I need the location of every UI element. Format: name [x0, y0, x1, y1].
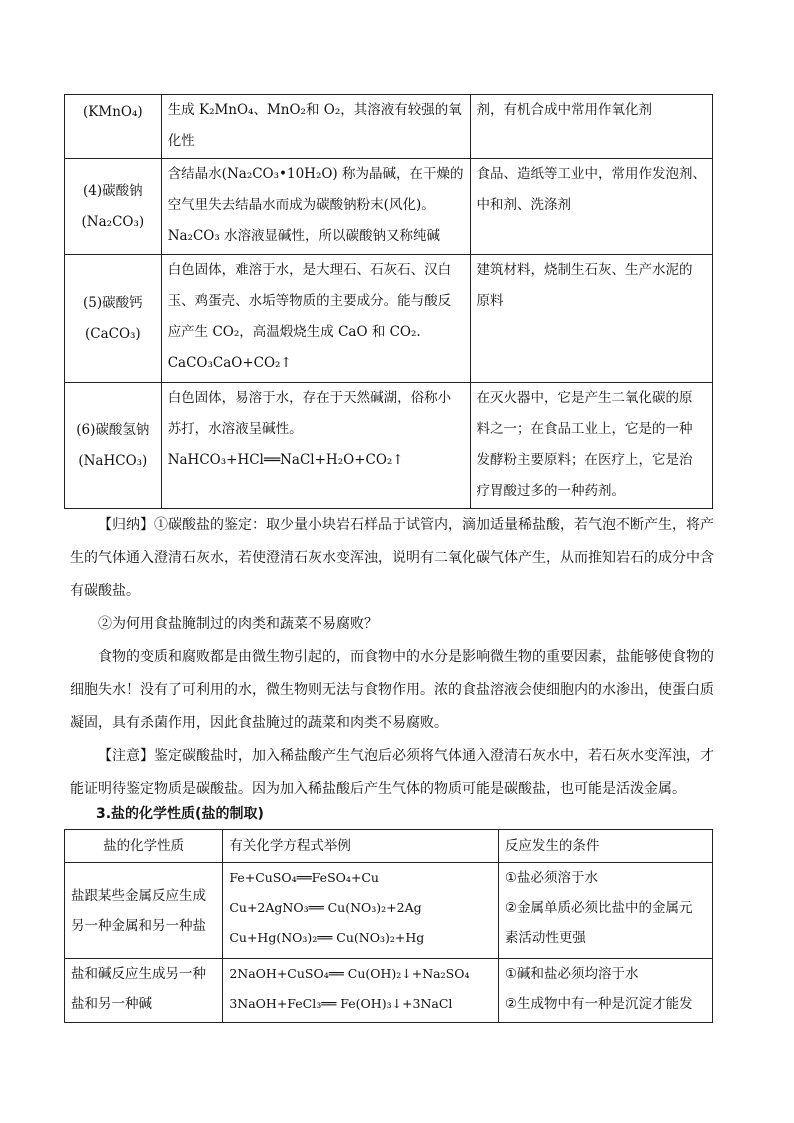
condition-cell [498, 959, 712, 1023]
table-row [65, 863, 713, 959]
table-header-row [65, 830, 713, 863]
header-cell: 反应发生的条件 [498, 830, 712, 863]
substance-name-cell [65, 159, 162, 255]
property-line: 含结晶水(Na₂CO₃•10H₂O) 称为晶碱，在干燥的 [167, 166, 464, 182]
use-line: 中和剂、洗涤剂 [476, 197, 571, 213]
table-row [65, 255, 713, 383]
table-row [65, 959, 713, 1023]
property-line: 另一种金属和另一种盐 [71, 917, 206, 934]
use-line: 发酵粉主要原料；在医疗上，它是治 [476, 452, 693, 468]
substance-name: (5)碳酸钙 [83, 294, 143, 311]
header-cell: 有关化学方程式举例 [223, 830, 499, 863]
property-line: CaCO₃CaO+CO₂↑ [167, 355, 292, 371]
property-line: 白色固体，难溶于水，是大理石、石灰石、汉白 [167, 262, 452, 278]
use-line: 在灭火器中，它是产生二氧化碳的原 [476, 390, 693, 406]
condition-line: ①盐必须溶于水 [504, 870, 598, 886]
use-cell [470, 95, 713, 159]
answer-paragraph: 食物的变质和腐败都是由微生物引起的，而食物中的水分是影响微生物的重要因素，盐能够使食物的细胞失水！没有了可利用的水，微生物则无法与食物作用。浓的食盐溶液会使细胞内的水渗出，使蛋白质凝固，具有杀菌作用，因此食盐腌过的蔬菜和肉类不易腐败。 [70, 649, 714, 731]
use-line: 原料 [476, 293, 504, 309]
equation-line: Cu+Hg(NO₃)₂══ Cu(NO₃)₂+Hg [229, 930, 425, 945]
use-cell [470, 159, 713, 255]
summary-paragraph: 【归纳】①碳酸盐的鉴定：取少量小块岩石样品于试管内，滴加适量稀盐酸，若气泡不断产生，将产生的气体通入澄清石灰水，若使澄清石灰水变浑浊，说明有二氧化碳气体产生，从而推知岩石的成分中含有碳酸盐。 [70, 517, 714, 599]
summary-section [70, 509, 726, 806]
property-line: 玉、鸡蛋壳、水垢等物质的主要成分。能与酸反 [167, 293, 452, 309]
property-cell [161, 95, 470, 159]
equation-cell [223, 959, 499, 1023]
condition-line: ①碱和盐必须均溶于水 [504, 966, 639, 982]
substance-name-cell [65, 255, 162, 383]
property-cell [65, 863, 223, 959]
equation-cell [223, 863, 499, 959]
property-cell [161, 255, 470, 383]
section-heading: 3.盐的化学性质(盐的制取) [96, 806, 264, 822]
substance-name-cell [65, 95, 162, 159]
carbonate-table [64, 94, 713, 509]
equation-line: Cu+2AgNO₃══ Cu(NO₃)₂+2Ag [229, 900, 422, 915]
substance-formula: (Na₂CO₃) [81, 213, 145, 230]
equation-line: Fe+CuSO₄══FeSO₄+Cu [229, 870, 379, 885]
condition-line: ②生成物中有一种是沉淀才能发 [504, 996, 693, 1012]
use-line: 疗胃酸过多的一种药剂。 [476, 483, 625, 499]
equation-line: 3NaOH+FeCl₃══ Fe(OH)₃↓+3NaCl [229, 996, 453, 1011]
property-line: 应产生 CO₂，高温煅烧生成 CaO 和 CO₂. [167, 324, 421, 340]
condition-line: ②金属单质必须比盐中的金属元 [504, 900, 693, 916]
substance-name-cell [65, 383, 162, 509]
use-cell [470, 255, 713, 383]
use-line: 剂，有机合成中常用作氧化剂 [476, 102, 652, 118]
property-line: 化性 [167, 133, 195, 149]
header-cell: 盐的化学性质 [65, 830, 223, 863]
property-cell [65, 959, 223, 1023]
question-paragraph: ②为何用食盐腌制过的肉类和蔬菜不易腐败？ [98, 616, 378, 632]
property-line: 苏打，水溶液呈碱性。 [167, 421, 303, 437]
condition-line: 素活动性更强 [504, 930, 586, 946]
substance-formula: (NaHCO₃) [78, 452, 148, 469]
use-line: 食品、造纸等工业中，常用作发泡剂、 [476, 166, 706, 182]
property-line: 白色固体，易溶于水，存在于天然碱湖，俗称小 [167, 390, 452, 406]
table-row [65, 95, 713, 159]
condition-cell [498, 863, 712, 959]
table-row [65, 159, 713, 255]
property-line: 空气里失去结晶水而成为碳酸钠粉末(风化)。 [167, 197, 435, 213]
property-line: 生成 K₂MnO₄、MnO₂和 O₂，其溶液有较强的氧 [167, 102, 462, 118]
property-line: 盐和另一种碱 [71, 996, 152, 1012]
note-paragraph: 【注意】鉴定碳酸盐时，加入稀盐酸产生气泡后必须将气体通入澄清石灰水中，若石灰水变浑浊，才能证明待鉴定物质是碳酸盐。因为加入稀盐酸后产生气体的物质可能是碳酸盐，也可能是活泼金属。 [70, 748, 714, 797]
property-line: 盐和碱反应生成另一种 [71, 966, 206, 982]
property-line: Na₂CO₃ 水溶液显碱性，所以碳酸钠又称纯碱 [167, 228, 441, 244]
substance-name: (KMnO₄) [83, 104, 143, 120]
use-line: 料之一；在食品工业上，它是的一种 [476, 421, 693, 437]
property-cell [161, 159, 470, 255]
table-row [65, 383, 713, 509]
property-line: 盐跟某些金属反应生成 [71, 887, 206, 904]
equation-line: 2NaOH+CuSO₄══ Cu(OH)₂↓+Na₂SO₄ [229, 966, 470, 981]
property-line: NaHCO₃+HCl══NaCl+H₂O+CO₂↑ [167, 452, 404, 468]
substance-name: (6)碳酸氢钠 [76, 421, 150, 438]
substance-name: (4)碳酸钠 [83, 182, 143, 199]
salt-properties-table [64, 829, 713, 1023]
use-cell [470, 383, 713, 509]
substance-formula: (CaCO₃) [84, 325, 141, 342]
property-cell [161, 383, 470, 509]
use-line: 建筑材料，烧制生石灰、生产水泥的 [476, 262, 693, 278]
